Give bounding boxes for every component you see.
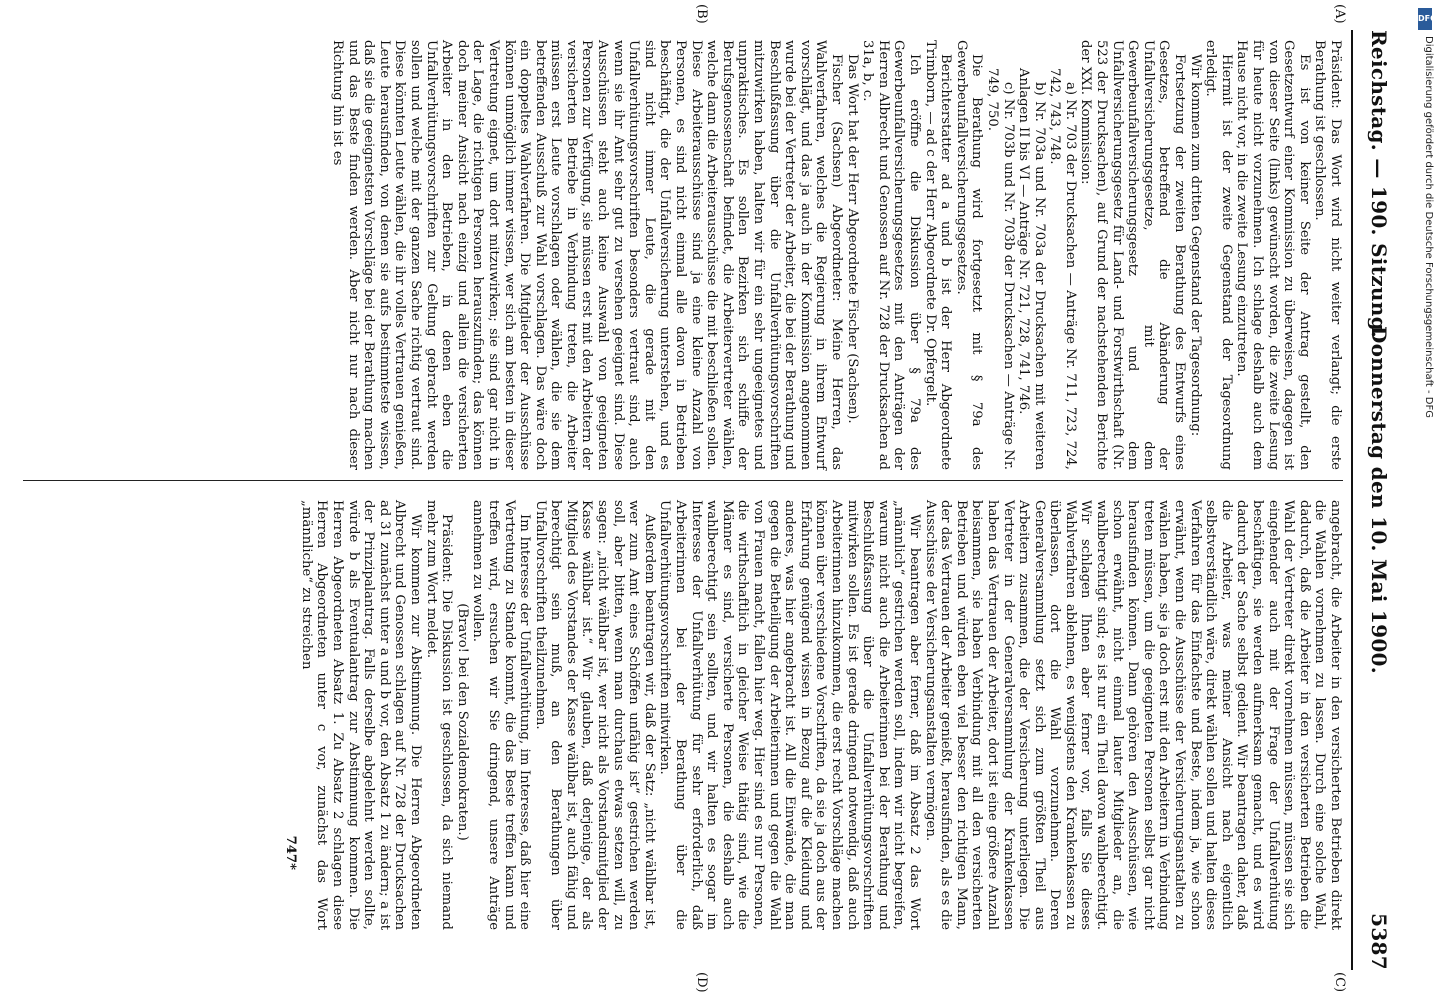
header-date: Donnerstag den 10. Mai 1900.: [1367, 325, 1391, 675]
margin-marker-d: (D): [694, 972, 709, 993]
list-item: c) Nr. 703b und Nr. 703b der Drucksachen — Anträge Nr. 749, 750.: [984, 68, 1016, 470]
dfg-logo-icon: DFG: [1418, 8, 1432, 30]
page-header: [1357, 30, 1391, 970]
paragraph: Wir kommen zum dritten Gegenstand der Tagesordnung:: [1187, 54, 1203, 437]
margin-marker-c: (C): [1332, 972, 1347, 993]
margin-marker-b: (B): [694, 4, 709, 24]
paragraph: Wir kommen zur Abstimmung. Die Herren Abgeordneten Albrecht und Genossen schlagen auf Nr. 728 der Drucksachen ad 31 zunächst unter a und b vor, den Absatz 1 zu ändern; a ist der Prinzipalantrag. Falls derselbe abgelehnt werden sollte, würde b als Eventualantrag zur Abstimmung kommen. Die Herren Abgeordneten Absatz 1. Zu Absatz 2 schlagen diese Herren Abgeordneten unter c vor, zunächst das Wort „männliche“ zu streichen: [298, 500, 423, 930]
applause-note: (Bravo! bei den Sozialdemokraten.): [454, 603, 470, 841]
speech-paragraph: Fischer (Sachsen) Abgeordneter: Meine Herren, das Wahlverfahren, welches die Regierung in ihrem Entwurf vorschlägt, und das ja auch in der Kommission angenommen wurde bei der Vertreter der Arbeiter, die bei der Berathung und Beschlußfassung über die Unfallverhütungsvorschriften mitzuwirken haben, halten wir für ein sehr ungeeignetes und unpraktisches. Es sollen Bezirken sich schiffe der Berufsgenossenschaft befindet, die Arbeitervertreter wählen, welche dann die Arbeiterausschüsse die mit beschließen sollen. Diese Arbeiterausschüsse sind ja eine kleine Anzahl von Personen, es sind nicht einmal alle davon in Betrieben beschäftigt, die der Unfallversicherung unterstehen, und es sind nicht immer Leute, die gerade mit den Unfallverhütungsvorschriften besonders vertraut sind, auch wenn sie ihr Amt sehr gut zu versehen geeignet sind. Diese Ausschüssen steht auch keine Auswahl von geeigneten Personen zur Verfügung, sie müssen erst mit den Arbeitern der versicherten Betriebe in Verbindung treten, die Arbeiter müssen erst Leute vorschlagen oder wählen, die sie dem betreffenden Ausschuß zur Wahl vorschlagen. Das wäre doch ein doppeltes Wahlverfahren. Die Mitglieder der Ausschüsse können unmöglich immer wissen, wer sich am besten in dieser Vertretung eignet, um dort mitzuwirken; sie sind gar nicht in der Lage, die richtigen Personen herauszufinden; das können doch meiner Ansicht nach einzig und allein die versicherten Arbeiter in den Betrieben, in denen eben die Unfallverhütungsvorschriften zur Geltung gebracht werden sollen und welche mit der ganzen Sache richtig vertraut sind. Diese könnten Leute wählen, die ihr volles Vertrauen genießen, Leute herausfinden, von denen sie aufs bestimmteste wissen, daß sie die geeignetsten Vorschläge bei der Berathung machen und das Beste finden werden. Aber nicht nur nach dieser Richtung hin ist es: [330, 40, 844, 470]
paragraph: Wir beantragen aber ferner, daß im Absatz 2 das Wort „männlich“ gestrichen werden soll, indem wir nicht begreifen, warum nicht auch die Arbeiterinnen bei der Berathung und Beschlußfassung über die Unfallverhütungsvorschriften mitwirken sollen. Es ist gerade dringend notwendig, daß auch Arbeiterinnen hinzukommen, die erst recht Vorschläge machen können über verschiedene Vorschriften, da sie ja doch aus der Erfahrung genügend wissen in Bezug auf die Kleidung und anderes, was hier angebracht ist. All die Einwände, die man gegen die Betheiligung der Arbeiterinnen und gegen die Wahl von Frauen macht, fallen hier weg. Hier sind es nur Personen, die wirthschaftlich in gleicher Weise thätig sind, wie die Männer es sind, versicherte Personen, die deshalb auch wahlberechtigt sein sollten, und wir halten es sogar im Interesse der Unfallverhütung für sehr erforderlich, daß Arbeiterinnen bei der Berathung über die Unfallverhütungsvorschriften mitwirken.: [657, 500, 922, 930]
paragraph: angebracht, die Arbeiter in den versicherten Betrieben direkt die Wahlen vornehmen zu lassen. Durch eine solche Wahl, dadurch, daß die Arbeiter in den versicherten Betrieben die Wahl der Vertreter direkt vornehmen müssen, müssen sie sich eingehender auch mit der Frage der Unfallverhütung beschäftigen, sie werden aufmerksam gemacht, und es wird dadurch der Sache selbst gedient. Wir beantragen daher, daß die Arbeiter, was meiner Ansicht nach eigentlich selbstverständlich wäre, direkt wählen sollen und halten dieses Verfahren für das Einfachste und Beste, indem ja, wie schon erwähnt, wenn die Ausschüsse der Versicherungsanstalten zu wählen haben, sie ja doch erst mit den Arbeitern in Verbindung treten müssen, um die geeigneten Personen selbst gar nicht herausfinden können. Dann gehören den Ausschüssen, wie schon erwähnt, nicht einmal lauter Mitglieder an, die wahlberechtigt sind; es ist nur ein Theil davon wahlberechtigt. Wir schlagen Ihnen aber ferner vor, falls Sie dieses Wahlverfahren ablehnen, es wenigstens den Krankenkassen zu überlassen, dort die Wahl vorzunehmen. Deren Generalversammlung setzt sich zum größten Theil aus Arbeitern zusammen, die der Versicherung unterliegen. Die Vertreter in der Generalversammlung der Krankenkassen haben das Vertrauen der Arbeiter, dort ist eine größere Anzahl beisammen, sie haben Verbindung mit all den versicherten Betrieben und würden eben viel besser den richtigen Mann, der das Vertrauen der Arbeiter genießt, herausfinden, als es die Ausschüsse der Versicherungsanstalten vermögen.: [922, 500, 1343, 930]
paragraph: Das Wort hat der Herr Abgeordnete Fischer (Sachsen).: [844, 54, 860, 424]
paragraph: Präsident: Das Wort wird nicht weiter verlangt; die erste Berathung ist geschlossen.: [1312, 40, 1343, 470]
paragraph: Außerdem beantragen wir, daß der Satz: „nicht wählbar ist, wer zum Amt eines Schöffen unfähig ist“ gestrichen werden soll, aber bitten, wenn man durchaus etwas setzen will, zu sagen: „nicht wählbar ist, wer nicht als Vorstandsmitglied der Kasse wählbar ist.“ Wir glauben, daß derjenige, der als Mitglied des Vorstandes der Kasse wählbar ist, auch fähig und berechtigt sein muß, an den Berathungen über Unfallvorschriften theilzunehmen.: [532, 500, 657, 930]
paragraph: Präsident: Die Diskussion ist geschlossen, da sich niemand mehr zum Wort meldet.: [423, 500, 455, 930]
column-divider: [23, 480, 1343, 481]
paragraph: Ich eröffne die Diskussion über § 79a des Gewerbeunfallversicherungsgesetzes mit den Anträgen der Herren Albrecht und Genossen auf Nr. 728 der Drucksachen ad 31a, b, c.: [860, 40, 922, 470]
list-item: b) Nr. 703a und Nr. 703a der Drucksachen mit weiteren Anlagen II bis VI — Anträge Nr. 721, 728, 741, 746.: [1016, 68, 1047, 470]
paragraph: Im Interesse der Unfallverhütung, im Interesse, daß hier eine Vertretung zu Stande kommt, die das Beste treffen kann und treffen wird, ersuchen wir Sie dringend, unsere Anträge annehmen zu wollen.: [470, 500, 533, 930]
paragraph: Berichterstatter ad a und b ist der Herr Abgeordnete Trimborn, — ad c der Herr Abgeordnete Dr. Opfergelt.: [922, 40, 954, 470]
agenda-item-heading: Fortsetzung der zweiten Berathung des Entwurfs eines Gesetzes, betreffend die Abänderung der Unfallversicherungsgesetze, mit dem Gewerbeunfallversicherungsgesetz und dem Unfallversicherungsgesetz für Land- und Forstwirthschaft (Nr. 523 der Drucksachen), auf Grund der nachstehenden Berichte der XXI. Kommission:: [1078, 40, 1188, 470]
paragraph: Hiermit ist der zweite Gegenstand der Tagesordnung erledigt.: [1203, 40, 1234, 470]
paragraph: Die Berathung wird fortgesetzt mit § 79a des Gewerbeunfallversicherungsgesetzes.: [953, 40, 985, 470]
digitization-credit: Digitalisierung gefördert durch die Deutsche Forschungsgemeinschaft - DFG: [1423, 36, 1434, 419]
header-rule: [1351, 30, 1353, 970]
digitization-sidebar: [1416, 0, 1437, 1000]
right-column: [23, 500, 1343, 930]
margin-marker-a: (A): [1332, 4, 1347, 24]
signature-mark: 747*: [283, 835, 299, 870]
paragraph: Es ist von keiner Seite der Antrag gestellt, den Gesetzentwurf einer Kommission zu überweisen, dagegen ist von dieser Seite (links) gewünscht worden, die zweite Lesung für heute nicht vorzunehmen. Ich schlage deshalb auch dem Hause nicht vor, in die zweite Lesung einzutreten.: [1234, 40, 1312, 470]
list-item: a) Nr. 703 der Drucksachen — Anträge Nr. 711, 723, 724, 742, 743, 748.: [1047, 68, 1078, 470]
header-left: Reichstag. — 190. Sitzung.: [1367, 30, 1391, 339]
left-column: [23, 40, 1343, 470]
page-number: 5387: [1367, 913, 1391, 970]
